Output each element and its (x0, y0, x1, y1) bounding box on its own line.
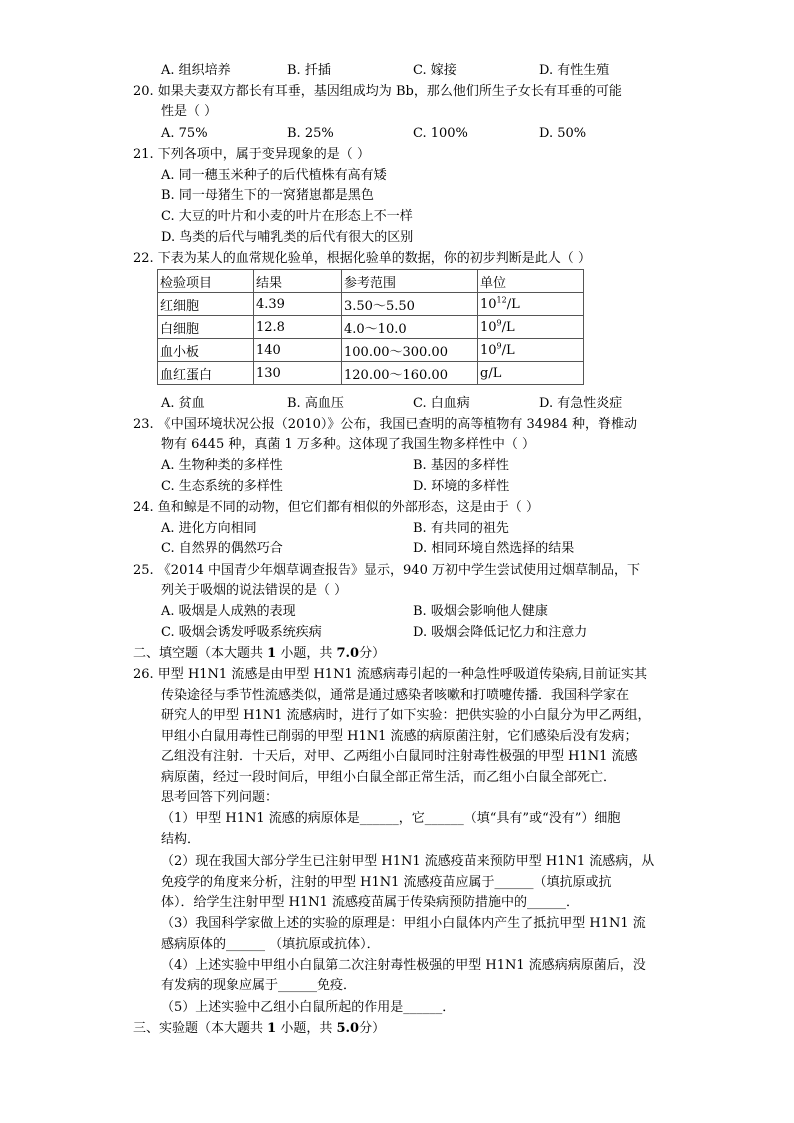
blood-test-table (157, 269, 584, 385)
q20-stem-line1: 20. 如果夫妻双方都长有耳垂，基因组成均为 Bb，那么他们所生子女长有耳垂的可能 (133, 84, 622, 99)
table-row (158, 362, 584, 385)
q21-option-b: B. 同一母猪生下的一窝猪崽都是黑色 (161, 188, 374, 203)
q19-option-c: C. 嫁接 (413, 63, 457, 78)
unit-base: 10 (480, 342, 497, 358)
cell-item: 红细胞 (158, 293, 254, 316)
q26-line: 有发病的现象应属于______免疫． (161, 978, 357, 993)
q26-line: 思考回答下列问题： (161, 790, 279, 805)
q24-option-b: B. 有共同的祖先 (413, 521, 509, 536)
q21-option-c: C. 大豆的叶片和小麦的叶片在形态上不一样 (161, 209, 413, 224)
q26-line: 免疫学的角度来分析，注射的甲型 H1N1 流感疫苗应属于______（填抗原或抗 (161, 875, 612, 890)
section-suffix: 分） (359, 1021, 386, 1036)
cell-range: 100.00～300.00 (342, 339, 478, 362)
section-prefix: 二、填空题（本大题共 (133, 646, 268, 661)
unit-base: g/L (480, 365, 502, 381)
q21-stem: 21. 下列各项中，属于变异现象的是（ ） (133, 147, 370, 162)
q26-subquestion-1: （1）甲型 H1N1 流感的病原体是______，它______（填“具有”或“没有”）细胞 (161, 811, 621, 826)
q23-option-b: B. 基因的多样性 (413, 458, 509, 473)
q26-line: 传染途径与季节性流感类似，通常是通过感染者咳嗽和打喷嚏传播．我国科学家在 (161, 688, 630, 703)
cell-unit (478, 362, 584, 385)
q26-line: 乙组没有注射．十天后，对甲、乙两组小白鼠同时注射毒性极强的甲型 H1N1 流感 (161, 749, 638, 764)
q19-option-b: B. 扦插 (287, 63, 331, 78)
section-prefix: 三、实验题（本大题共 (133, 1021, 268, 1036)
q22-option-b: B. 高血压 (287, 396, 344, 411)
q23-option-d: D. 环境的多样性 (413, 479, 510, 494)
cell-unit (478, 293, 584, 316)
q22-option-a: A. 贫血 (161, 396, 205, 411)
q25-option-d: D. 吸烟会降低记忆力和注意力 (413, 625, 588, 640)
q20-stem-line2: 性是（ ） (161, 104, 218, 119)
table-row (158, 316, 584, 339)
cell-range: 3.50～5.50 (342, 293, 478, 316)
cell-result: 4.39 (254, 293, 342, 316)
q23-stem-line1: 23. 《中国环境状况公报（2010）》公布，我国已查明的高等植物有 34984 种，脊椎动 (133, 417, 638, 432)
section-mid: 小题，共 (276, 646, 337, 661)
q21-option-a: A. 同一穗玉米种子的后代植株有高有矮 (161, 168, 387, 183)
q20-option-b: B. 25% (287, 126, 334, 141)
cell-result: 140 (254, 339, 342, 362)
q22-stem: 22. 下表为某人的血常规化验单，根据化验单的数据，你的初步判断是此人（ ） (133, 251, 591, 266)
unit-base: 10 (480, 296, 497, 312)
header-result: 结果 (254, 270, 342, 293)
unit-tail: /L (501, 319, 515, 335)
q19-option-a: A. 组织培养 (161, 63, 231, 78)
q23-option-c: C. 生态系统的多样性 (161, 479, 283, 494)
unit-base: 10 (480, 319, 497, 335)
cell-result: 12.8 (254, 316, 342, 339)
header-range: 参考范围 (342, 270, 478, 293)
unit-exponent: 9 (496, 341, 502, 351)
cell-range: 120.00～160.00 (342, 362, 478, 385)
cell-result: 130 (254, 362, 342, 385)
section-heading-experiment (133, 1019, 385, 1039)
q26-line: 结构． (161, 832, 201, 847)
q20-option-d: D. 50% (539, 126, 587, 141)
header-unit: 单位 (478, 270, 584, 293)
section-suffix: 分） (359, 646, 386, 661)
cell-item: 血红蛋白 (158, 362, 254, 385)
q24-option-a: A. 进化方向相同 (161, 521, 257, 536)
table-row (158, 339, 584, 362)
q26-line: 病原菌，经过一段时间后，甲组小白鼠全部正常生活，而乙组小白鼠全部死亡． (161, 770, 617, 785)
q26-subquestion-2: （2）现在我国大部分学生已注射甲型 H1N1 流感疫苗来预防甲型 H1N1 流感病，从 (161, 854, 655, 869)
cell-unit (478, 316, 584, 339)
q24-stem: 24. 鱼和鲸是不同的动物，但它们都有相似的外部形态，这是由于（ ） (133, 500, 539, 515)
q25-option-b: B. 吸烟会影响他人健康 (413, 604, 548, 619)
q26-line: 感病原体的______ （填抗原或抗体）． (161, 937, 380, 952)
q20-option-c: C. 100% (413, 126, 468, 141)
q26-line: 26. 甲型 H1N1 流感是由甲型 H1N1 流感病毒引起的一种急性呼吸道传染病,目前证实其 (133, 667, 647, 682)
cell-item: 血小板 (158, 339, 254, 362)
q23-option-a: A. 生物种类的多样性 (161, 458, 283, 473)
header-item: 检验项目 (158, 270, 254, 293)
q26-line: 体）．给学生注射甲型 H1N1 流感疫苗属于传染病预防措施中的______． (161, 895, 580, 910)
q24-option-c: C. 自然界的偶然巧合 (161, 541, 283, 556)
q25-option-c: C. 吸烟会诱发呼吸系统疾病 (161, 625, 322, 640)
q25-stem-line2: 列关于吸烟的说法错误的是（ ） (161, 583, 348, 598)
section-question-count: 1 (267, 646, 277, 661)
section-mid: 小题，共 (276, 1021, 337, 1036)
q22-option-d: D. 有急性炎症 (539, 396, 623, 411)
q24-option-d: D. 相同环境自然选择的结果 (413, 541, 575, 556)
q19-option-d: D. 有性生殖 (539, 63, 610, 78)
cell-item: 白细胞 (158, 316, 254, 339)
table-header-row (158, 270, 584, 293)
section-points: 7.0 (336, 646, 360, 661)
q23-stem-line2: 物有 6445 种，真菌 1 万多种。这体现了我国生物多样性中（ ） (161, 437, 536, 452)
cell-unit (478, 339, 584, 362)
q26-line: 研究人的甲型 H1N1 流感病时，进行了如下实验：把供实验的小白鼠分为甲乙两组， (161, 708, 651, 723)
q22-option-c: C. 白血病 (413, 396, 470, 411)
unit-exponent: 12 (496, 295, 507, 305)
q26-subquestion-5: （5）上述实验中乙组小白鼠所起的作用是______． (161, 1000, 456, 1015)
section-heading-fill-in (133, 644, 385, 664)
section-question-count: 1 (267, 1021, 277, 1036)
q20-option-a: A. 75% (161, 126, 208, 141)
q21-option-d: D. 鸟类的后代与哺乳类的后代有很大的区别 (161, 230, 414, 245)
q25-option-a: A. 吸烟是人成熟的表现 (161, 604, 296, 619)
unit-exponent: 9 (496, 318, 502, 328)
q26-line: 甲组小白鼠用毒性已削弱的甲型 H1N1 流感的病原菌注射，它们感染后没有发病； (161, 729, 638, 744)
section-points: 5.0 (336, 1021, 360, 1036)
q26-subquestion-3: （3）我国科学家做上述的实验的原理是：甲组小白鼠体内产生了抵抗甲型 H1N1 流 (161, 916, 646, 931)
q25-stem-line1: 25. 《2014 中国青少年烟草调查报告》显示，940 万初中学生尝试使用过烟草制品，下 (133, 563, 640, 578)
table-row (158, 293, 584, 316)
cell-range: 4.0～10.0 (342, 316, 478, 339)
unit-tail: /L (501, 342, 515, 358)
q26-subquestion-4: （4）上述实验中甲组小白鼠第二次注射毒性极强的甲型 H1N1 流感病病原菌后，没 (161, 958, 646, 973)
unit-tail: /L (506, 296, 520, 312)
